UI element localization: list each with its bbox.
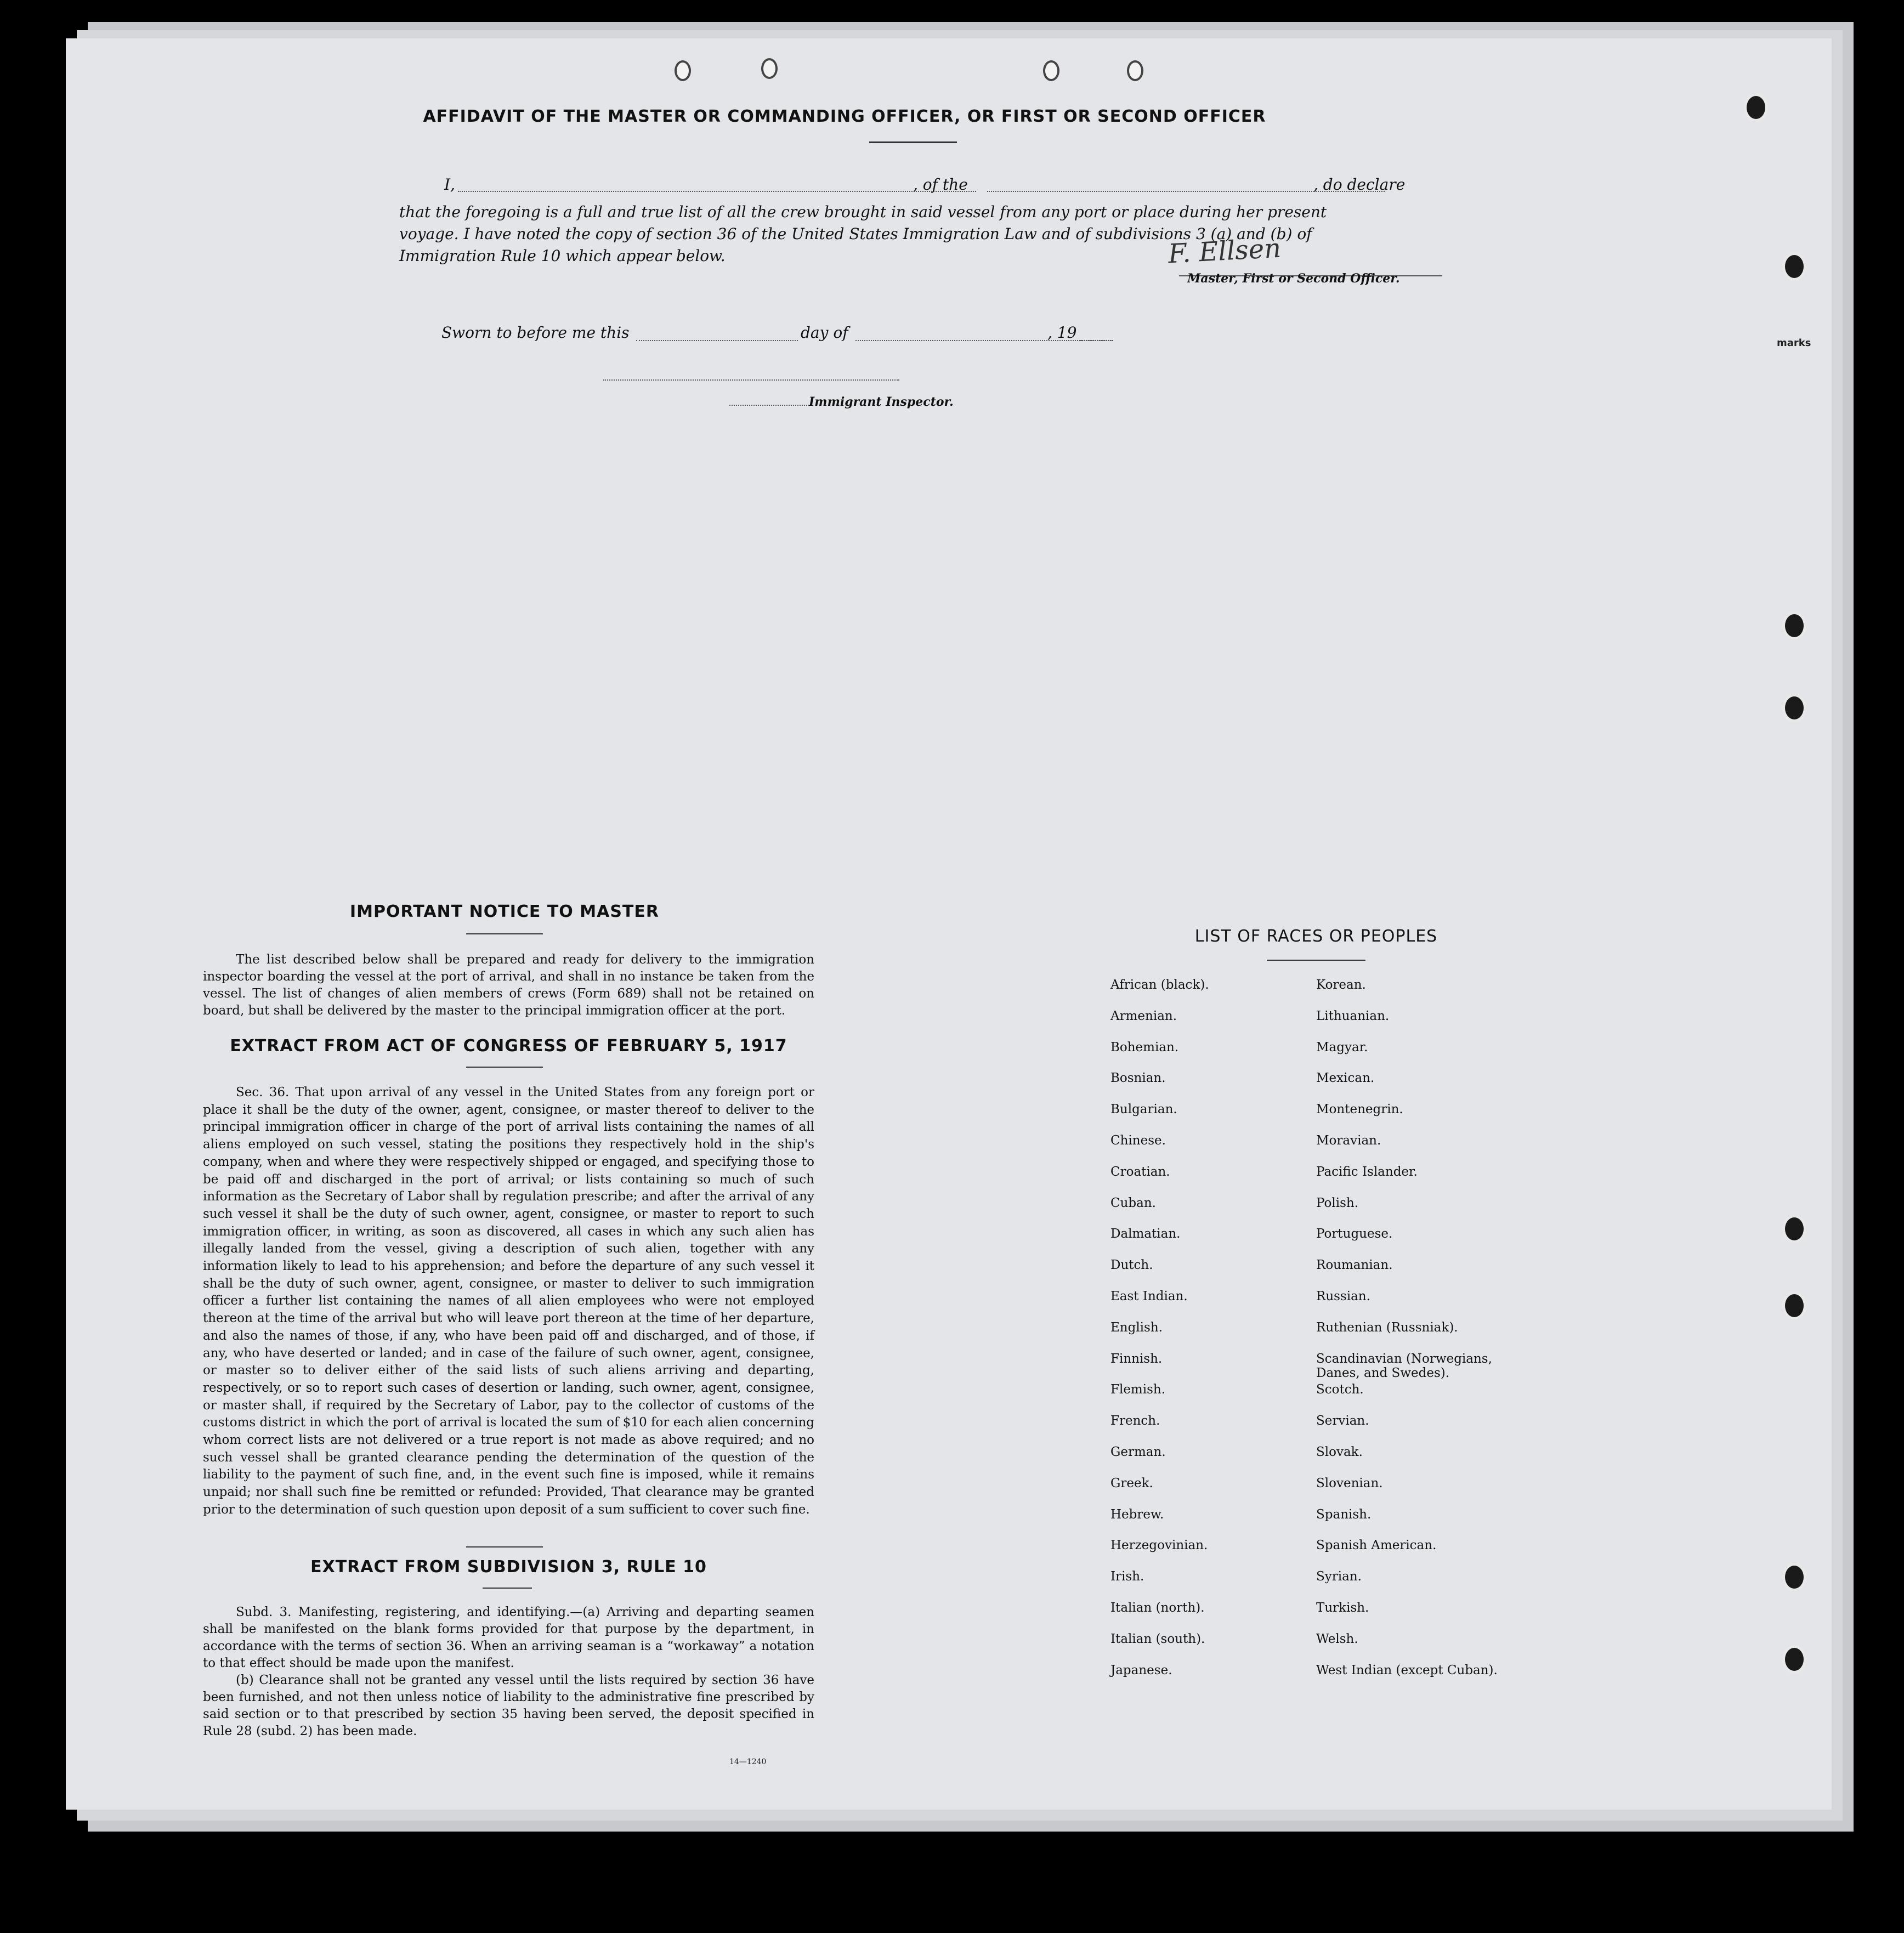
race-item: Flemish. — [1110, 1382, 1166, 1397]
name-blank — [458, 191, 976, 192]
race-item: Armenian. — [1110, 1008, 1177, 1023]
race-item: Montenegrin. — [1316, 1102, 1403, 1117]
punch-hole — [675, 60, 691, 81]
race-item: Chinese. — [1110, 1133, 1166, 1148]
race-item: Ruthenian (Russniak). — [1316, 1320, 1458, 1335]
race-item: Dalmatian. — [1110, 1227, 1181, 1242]
race-item: Welsh. — [1316, 1631, 1358, 1646]
race-item: Italian (south). — [1110, 1631, 1205, 1646]
rule-title: EXTRACT FROM SUBDIVISION 3, RULE 10 — [310, 1557, 707, 1577]
race-item: Hebrew. — [1110, 1507, 1164, 1522]
punch-hole — [1127, 60, 1143, 81]
act-title: EXTRACT FROM ACT OF CONGRESS OF FEBRUARY 5, 1917 — [230, 1036, 787, 1056]
sworn-year-blank — [1080, 340, 1113, 341]
affidavit-line4: Immigration Rule 10 which appear below. — [399, 247, 726, 265]
act-text: Sec. 36. That upon arrival of any vessel in the United States from any foreign port or place it shall be the duty of the owner, agent, consignee, or master thereof to deliver to the principal immigration officer in charge of the port of arrival lists containing the names of all aliens employed on such vessel, stating the positions they respectively hold in the ship's company, when and where they were respectively shipped or engaged, and specifying those to be paid off and discharged in the port of arrival; or lists containing so much of such information as the Secretary of Labor shall by regulation prescribe; and after the arrival of any such vessel it shall be the duty of such owner, agent, consignee, or master to report to such immigration officer, in writing, as soon as discovered, all cases in which any such alien has illegally landed from the vessel, giving a description of such alien, together with any information likely to lead to his apprehension; and before the departure of any such vessel it shall be the duty of such owner, agent, consignee, or master to deliver to such immigration officer a further list containing the names of all alien employees who were not employed thereon at the time of the arrival but who will leave port thereon at the time of her departure, and also the names of those, if any, who have been paid off and discharged, and of those, if any, who have deserted or landed; and in case of the failure of such owner, agent, consignee, or master so to deliver either of the said lists of such aliens arriving and departing, respectively, or so to report such cases of desertion or landing, such owner, agent, consignee, or master shall, if required by the Secretary of Labor, pay to the collector of customs of the customs district in which the port of arrival is located the sum of $10 for each alien concerning whom correct lists are not delivered or a true report is not made as above required; and no such vessel shall be granted clearance pending the determination of the question of the liability to the payment of such fine, and, in the event such fine is imposed, while it remains unpaid; nor shall such fine be remitted or refunded: Provided, That clearance may be granted prior to the determination of such question upon deposit of a sum sufficient to cover such fine. — [203, 1085, 814, 1517]
year-text: , 19 — [1047, 324, 1077, 342]
punch-hole — [1043, 60, 1059, 81]
inspector-blank — [603, 379, 899, 381]
race-item: Servian. — [1316, 1414, 1369, 1429]
form-number: 14—1240 — [729, 1758, 767, 1766]
rule-text — [203, 1604, 814, 1740]
binding-hole — [1782, 611, 1806, 640]
race-item: Spanish American. — [1316, 1538, 1437, 1553]
race-item: Syrian. — [1316, 1569, 1362, 1584]
race-item: Finnish. — [1110, 1351, 1163, 1366]
races-underline — [1267, 960, 1365, 961]
race-item: Japanese. — [1110, 1663, 1172, 1677]
affidavit-title: AFFIDAVIT OF THE MASTER OR COMMANDING OFFICER, OR FIRST OR SECOND OFFICER — [423, 107, 1266, 126]
race-item: Irish. — [1110, 1569, 1144, 1584]
race-item: West Indian (except Cuban). — [1316, 1663, 1498, 1677]
race-item: Mexican. — [1316, 1071, 1375, 1086]
affidavit-line3: voyage. I have noted the copy of section 36 of the United States Immigration Law and of subdivisions 3 (a) and (b) of — [399, 225, 1312, 243]
binding-hole — [1782, 694, 1806, 722]
rule-divider — [466, 1546, 543, 1547]
margin-fragment: marks — [1777, 337, 1811, 349]
race-item: Italian (north). — [1110, 1601, 1205, 1615]
race-item: African (black). — [1110, 978, 1209, 992]
rule-para-a: Subd. 3. Manifesting, registering, and identifying.—(a) Arriving and departing seamen shall be manifested on the blank forms provided for that purpose by the department, in accordance with the terms of section 36. When an arriving seaman is a “workaway” a notation to that effect should be made upon the manifest. — [203, 1605, 814, 1670]
race-item: Bosnian. — [1110, 1071, 1166, 1086]
notice-text: The list described below shall be prepared and ready for delivery to the immigration inspector boarding the vessel at the port of arrival, and shall in no instance be taken from the vessel. The list of changes of alien members of crews (Form 689) shall not be retained on board, but shall be delivered by the master to the principal immigration officer at the port. — [203, 953, 814, 1018]
inspector-caption: Immigrant Inspector. — [809, 395, 954, 409]
officer-signature: F. Ellsen — [1167, 233, 1282, 270]
race-item: East Indian. — [1110, 1289, 1188, 1303]
race-item: Pacific Islander. — [1316, 1164, 1418, 1179]
sworn-text: Sworn to before me this — [441, 324, 630, 342]
binding-hole — [1782, 1291, 1806, 1320]
sworn-day-blank — [636, 340, 798, 341]
race-item: Bulgarian. — [1110, 1102, 1177, 1117]
race-item: Korean. — [1316, 978, 1366, 992]
race-item: Bohemian. — [1110, 1040, 1179, 1055]
race-item: Magyar. — [1316, 1040, 1368, 1055]
affidavit-of-the: , of the — [913, 175, 968, 194]
race-item: Herzegovinian. — [1110, 1538, 1208, 1553]
notice-title: IMPORTANT NOTICE TO MASTER — [350, 902, 659, 921]
act-underline — [466, 1067, 543, 1068]
race-item: Russian. — [1316, 1289, 1370, 1303]
binding-hole — [1744, 93, 1768, 122]
race-item: Greek. — [1110, 1476, 1153, 1490]
binding-hole — [1782, 1645, 1806, 1674]
races-title: LIST OF RACES OR PEOPLES — [1194, 927, 1438, 946]
binding-hole — [1782, 1563, 1806, 1591]
race-item: German. — [1110, 1445, 1166, 1459]
race-item: Moravian. — [1316, 1133, 1381, 1148]
affidavit-line2: that the foregoing is a full and true list of all the crew brought in said vessel from any port or place during her present — [399, 203, 1327, 221]
race-item: Cuban. — [1110, 1195, 1156, 1210]
race-item: Scotch. — [1316, 1382, 1364, 1397]
race-item: Scandinavian (Norwegians, Danes, and Swedes). — [1316, 1351, 1492, 1380]
binding-hole — [1782, 1215, 1806, 1243]
race-item: Slovak. — [1316, 1445, 1363, 1459]
race-item: Slovenian. — [1316, 1476, 1383, 1490]
affidavit-i: I, — [444, 175, 455, 194]
day-of-text: day of — [801, 324, 848, 342]
notice-underline — [466, 933, 543, 934]
rule-para-b: (b) Clearance shall not be granted any vessel until the lists required by section 36 have been furnished, and not then unless notice of liability to the administrative fine prescribed by said section or to that prescribed by section 35 having been served, the deposit specified in Rule 28 (subd. 2) has been made. — [203, 1673, 814, 1738]
punch-hole — [761, 58, 778, 79]
affidavit-declare: , do declare — [1313, 175, 1406, 194]
form-page — [66, 38, 1832, 1810]
race-item: Dutch. — [1110, 1258, 1153, 1273]
race-item: Turkish. — [1316, 1601, 1369, 1615]
race-item: Lithuanian. — [1316, 1008, 1390, 1023]
rule-underline — [483, 1588, 532, 1589]
race-item: Portuguese. — [1316, 1227, 1393, 1242]
inspector-blank-2 — [729, 405, 812, 406]
title-underline — [869, 141, 957, 143]
race-item: English. — [1110, 1320, 1163, 1335]
race-item: Roumanian. — [1316, 1258, 1393, 1273]
signature-caption: Master, First or Second Officer. — [1187, 271, 1400, 286]
race-item: Spanish. — [1316, 1507, 1372, 1522]
binding-hole — [1782, 252, 1806, 281]
race-item: French. — [1110, 1414, 1160, 1429]
race-item: Croatian. — [1110, 1164, 1170, 1179]
race-item: Polish. — [1316, 1195, 1359, 1210]
